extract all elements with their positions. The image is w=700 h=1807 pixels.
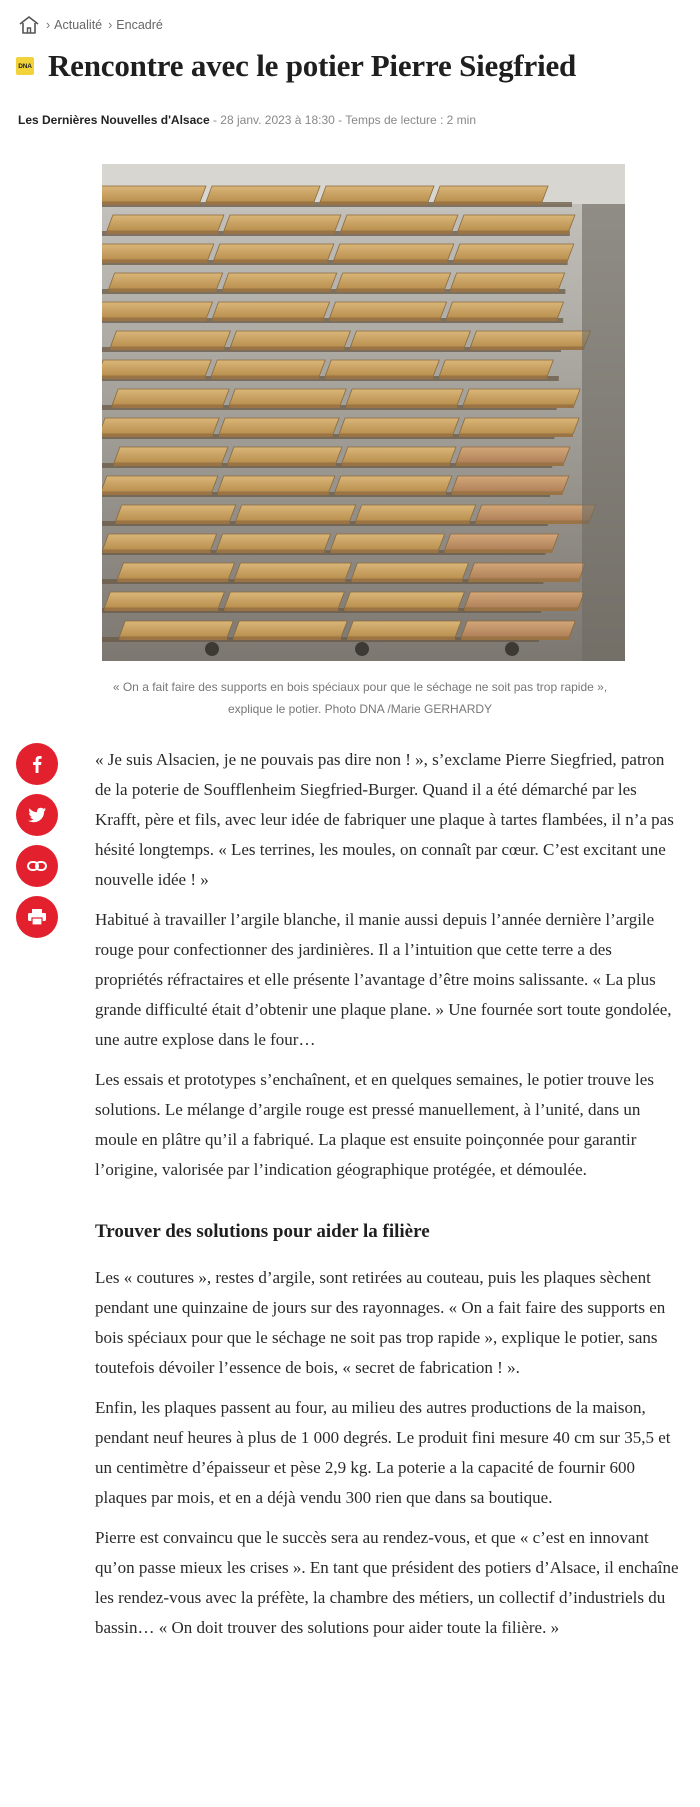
article-paragraph: Enfin, les plaques passent au four, au milieu des autres productions de la maison, pendant neuf heures à plus de 1 000 degrés. Le produit fini mesure 40 cm sur 35,5 et un centimètre d’épaisseur et pèse 2,9 kg. La poterie a la capacité de fournir 600 plaques par mois, et en a déjà vendu 300 rien que dans sa boutique.: [95, 1398, 671, 1507]
breadcrumb-item-actualite[interactable]: [46, 18, 102, 32]
article-subheading: Trouver des solutions pour aider la filière: [95, 1221, 430, 1242]
breadcrumb-item-encadre[interactable]: [108, 18, 163, 32]
print-button[interactable]: [16, 896, 58, 938]
title-row: [16, 48, 576, 84]
publish-date: 28 janv. 2023 à 18:30: [220, 113, 335, 127]
article-paragraph: Les essais et prototypes s’enchaînent, et en quelques semaines, le potier trouve les solutions. Le mélange d’argile rouge est pressé manuellement, à l’unité, dans un moule en plâtre qu’il a fabriqué. La plaque est ensuite poinçonnée pour garantir l’origine, valorisée par l’indication géographique protégée, et démoulée.: [95, 1070, 654, 1179]
copy-link-button[interactable]: [16, 845, 58, 887]
facebook-share-button[interactable]: [16, 743, 58, 785]
dna-logo: DNA: [16, 57, 34, 75]
twitter-share-button[interactable]: [16, 794, 58, 836]
home-icon[interactable]: [18, 15, 40, 35]
photo-caption: [60, 676, 660, 720]
article-meta: [18, 113, 476, 127]
breadcrumb-label: Encadré: [116, 18, 163, 32]
reading-time: Temps de lecture : 2 min: [345, 113, 477, 127]
chevron-right-icon: ›: [46, 18, 51, 32]
article-photo[interactable]: [102, 164, 625, 661]
breadcrumb-label: Actualité: [54, 18, 103, 32]
meta-separator: -: [209, 113, 221, 127]
article-paragraph: Pierre est convaincu que le succès sera au rendez-vous, et que « c’est en innovant qu’on passe mieux les crises ». En tant que président des potiers d’Alsace, il enchaîne les rendez-vous avec la préfète, la chambre des métiers, un collectif d’industriels du bassin… « On doit trouver des solutions pour aider toute la filière. »: [95, 1528, 679, 1637]
caption-line: « On a fait faire des supports en bois spéciaux pour que le séchage ne soit pas trop rapide »,: [112, 680, 608, 694]
chevron-right-icon: ›: [108, 18, 113, 32]
meta-separator: -: [334, 113, 346, 127]
article-body: [95, 745, 680, 1653]
print-icon: [28, 909, 46, 925]
link-icon: [27, 860, 47, 872]
caption-credit: explique le potier. Photo DNA /Marie GERHARDY: [227, 702, 493, 716]
share-bar: [16, 743, 58, 947]
facebook-icon: [29, 755, 45, 773]
article-paragraph: Les « coutures », restes d’argile, sont retirées au couteau, puis les plaques sèchent pendant une quinzaine de jours sur des rayonnages. « On a fait faire des supports en bois spéciaux pour que le séchage ne soit pas trop rapide », explique le potier, sans toutefois dévoiler l’essence de bois, « secret de fabrication ! ».: [95, 1268, 666, 1377]
breadcrumb: [18, 14, 169, 36]
twitter-icon: [28, 807, 46, 823]
page-title: Rencontre avec le potier Pierre Siegfried: [48, 48, 577, 83]
article-paragraph: Habitué à travailler l’argile blanche, il manie aussi depuis l’année dernière l’argile rouge pour confectionner des jardinières. Il a l’intuition que cette terre a des propriétés réfractaires et elle présente l’avantage d’être moins salissante. « La plus grande difficulté était d’obtenir une plaque plane. » Une fournée sort toute gondolée, une autre explose dans le four…: [95, 910, 672, 1049]
publisher-name[interactable]: Les Dernières Nouvelles d'Alsace: [18, 113, 210, 127]
drying-racks-illustration: [102, 164, 625, 661]
article-paragraph: « Je suis Alsacien, je ne pouvais pas dire non ! », s’exclame Pierre Siegfried, patron de la poterie de Soufflenheim Siegfried-Burger. Quand il a été démarché par les Krafft, père et fils, avec leur idée de fabriquer une plaque à tartes flambées, il n’a pas hésité longtemps. « Les terrines, les moules, on connaît par cœur. C’est excitant une nouvelle idée ! »: [95, 750, 674, 889]
